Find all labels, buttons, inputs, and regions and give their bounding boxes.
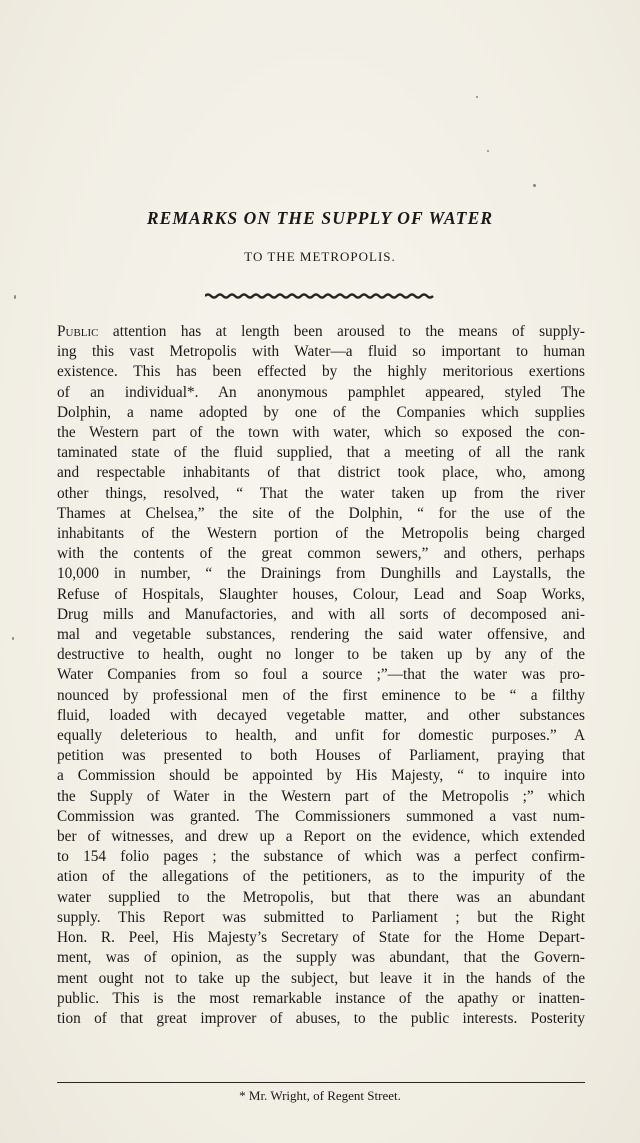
footnote-divider <box>57 1082 585 1083</box>
opening-word: Public <box>57 323 99 340</box>
paper-speck <box>12 637 14 640</box>
text-line: nounced by professional men of the first eminence to be “ a filthy <box>57 686 585 704</box>
text-line: 10,000 in number, “ the Drainings from Dunghills and Laystalls, the <box>57 565 585 583</box>
text-line: ber of witnesses, and drew up a Report on the evidence, which extended <box>57 828 585 846</box>
paper-speck <box>487 150 489 152</box>
text-line: Dolphin, a name adopted by one of the Companies which supplies <box>57 403 585 421</box>
text-line: of an individual*. An anonymous pamphlet appeared, styled The <box>57 383 585 401</box>
text-line: ment ought not to take up the subject, but leave it in the hands of the <box>57 969 585 987</box>
paper-speck <box>14 295 16 299</box>
text-line: Hon. R. Peel, His Majesty’s Secretary of State for the Home Depart- <box>57 929 585 947</box>
text-line: equally deleterious to health, and unfit for domestic purposes.” A <box>57 727 585 745</box>
page-subtitle: TO THE METROPOLIS. <box>244 249 396 264</box>
text-line <box>57 322 585 342</box>
text-line: destructive to health, ought no longer to be taken up by any of the <box>57 646 585 664</box>
text-line: ing this vast Metropolis with Water—a fluid so important to human <box>57 343 585 361</box>
text-line: public. This is the most remarkable instance of the apathy or inatten- <box>57 989 585 1007</box>
text-line: ation of the allegations of the petitioners, as to the impurity of the <box>57 868 585 886</box>
text-line: inhabitants of the Western portion of the Metropolis being charged <box>57 525 585 543</box>
text-line: Refuse of Hospitals, Slaughter houses, Colour, Lead and Soap Works, <box>57 585 585 603</box>
text-line: Water Companies from so foul a source ;”—that the water was pro- <box>57 666 585 684</box>
text-line: Thames at Chelsea,” the site of the Dolphin, “ for the use of the <box>57 504 585 522</box>
text-line: tion of that great improver of abuses, to the public interests. Posterity <box>57 1009 585 1027</box>
text-line: the Western part of the town with water, which so exposed the con- <box>57 424 585 442</box>
text-line: petition was presented to both Houses of Parliament, praying that <box>57 747 585 765</box>
text-line: ment, was of opinion, as the supply was abundant, that the Govern- <box>57 949 585 967</box>
paper-speck <box>476 96 478 98</box>
text-line: mal and vegetable substances, rendering the said water offensive, and <box>57 626 585 644</box>
paper-speck <box>533 184 536 187</box>
body-text <box>57 322 585 1029</box>
text-line: Commission was granted. The Commissioners summoned a vast num- <box>57 807 585 825</box>
footnote: * Mr. Wright, of Regent Street. <box>239 1088 401 1103</box>
text-line: fluid, loaded with decayed vegetable matter, and other substances <box>57 706 585 724</box>
page-title: REMARKS ON THE SUPPLY OF WATER <box>146 208 494 228</box>
text-line: other things, resolved, “ That the water taken up from the river <box>57 484 585 502</box>
text-line: Drug mills and Manufactories, and with all sorts of decomposed ani- <box>57 605 585 623</box>
text-line: supply. This Report was submitted to Parliament ; but the Right <box>57 908 585 926</box>
text-line: existence. This has been effected by the highly meritorious exertions <box>57 363 585 381</box>
text-line: a Commission should be appointed by His Majesty, “ to inquire into <box>57 767 585 785</box>
text-line: taminated state of the fluid supplied, that a meeting of all the rank <box>57 444 585 462</box>
text-line-segment: attention has at length been aroused to the means of supply- <box>98 323 585 340</box>
text-line: water supplied to the Metropolis, but that there was an abundant <box>57 888 585 906</box>
decorative-rule <box>205 292 435 300</box>
text-line: with the contents of the great common sewers,” and others, perhaps <box>57 545 585 563</box>
text-line: the Supply of Water in the Western part of the Metropolis ;” which <box>57 787 585 805</box>
text-line: and respectable inhabitants of that district took place, who, among <box>57 464 585 482</box>
text-line: to 154 folio pages ; the substance of which was a perfect confirm- <box>57 848 585 866</box>
